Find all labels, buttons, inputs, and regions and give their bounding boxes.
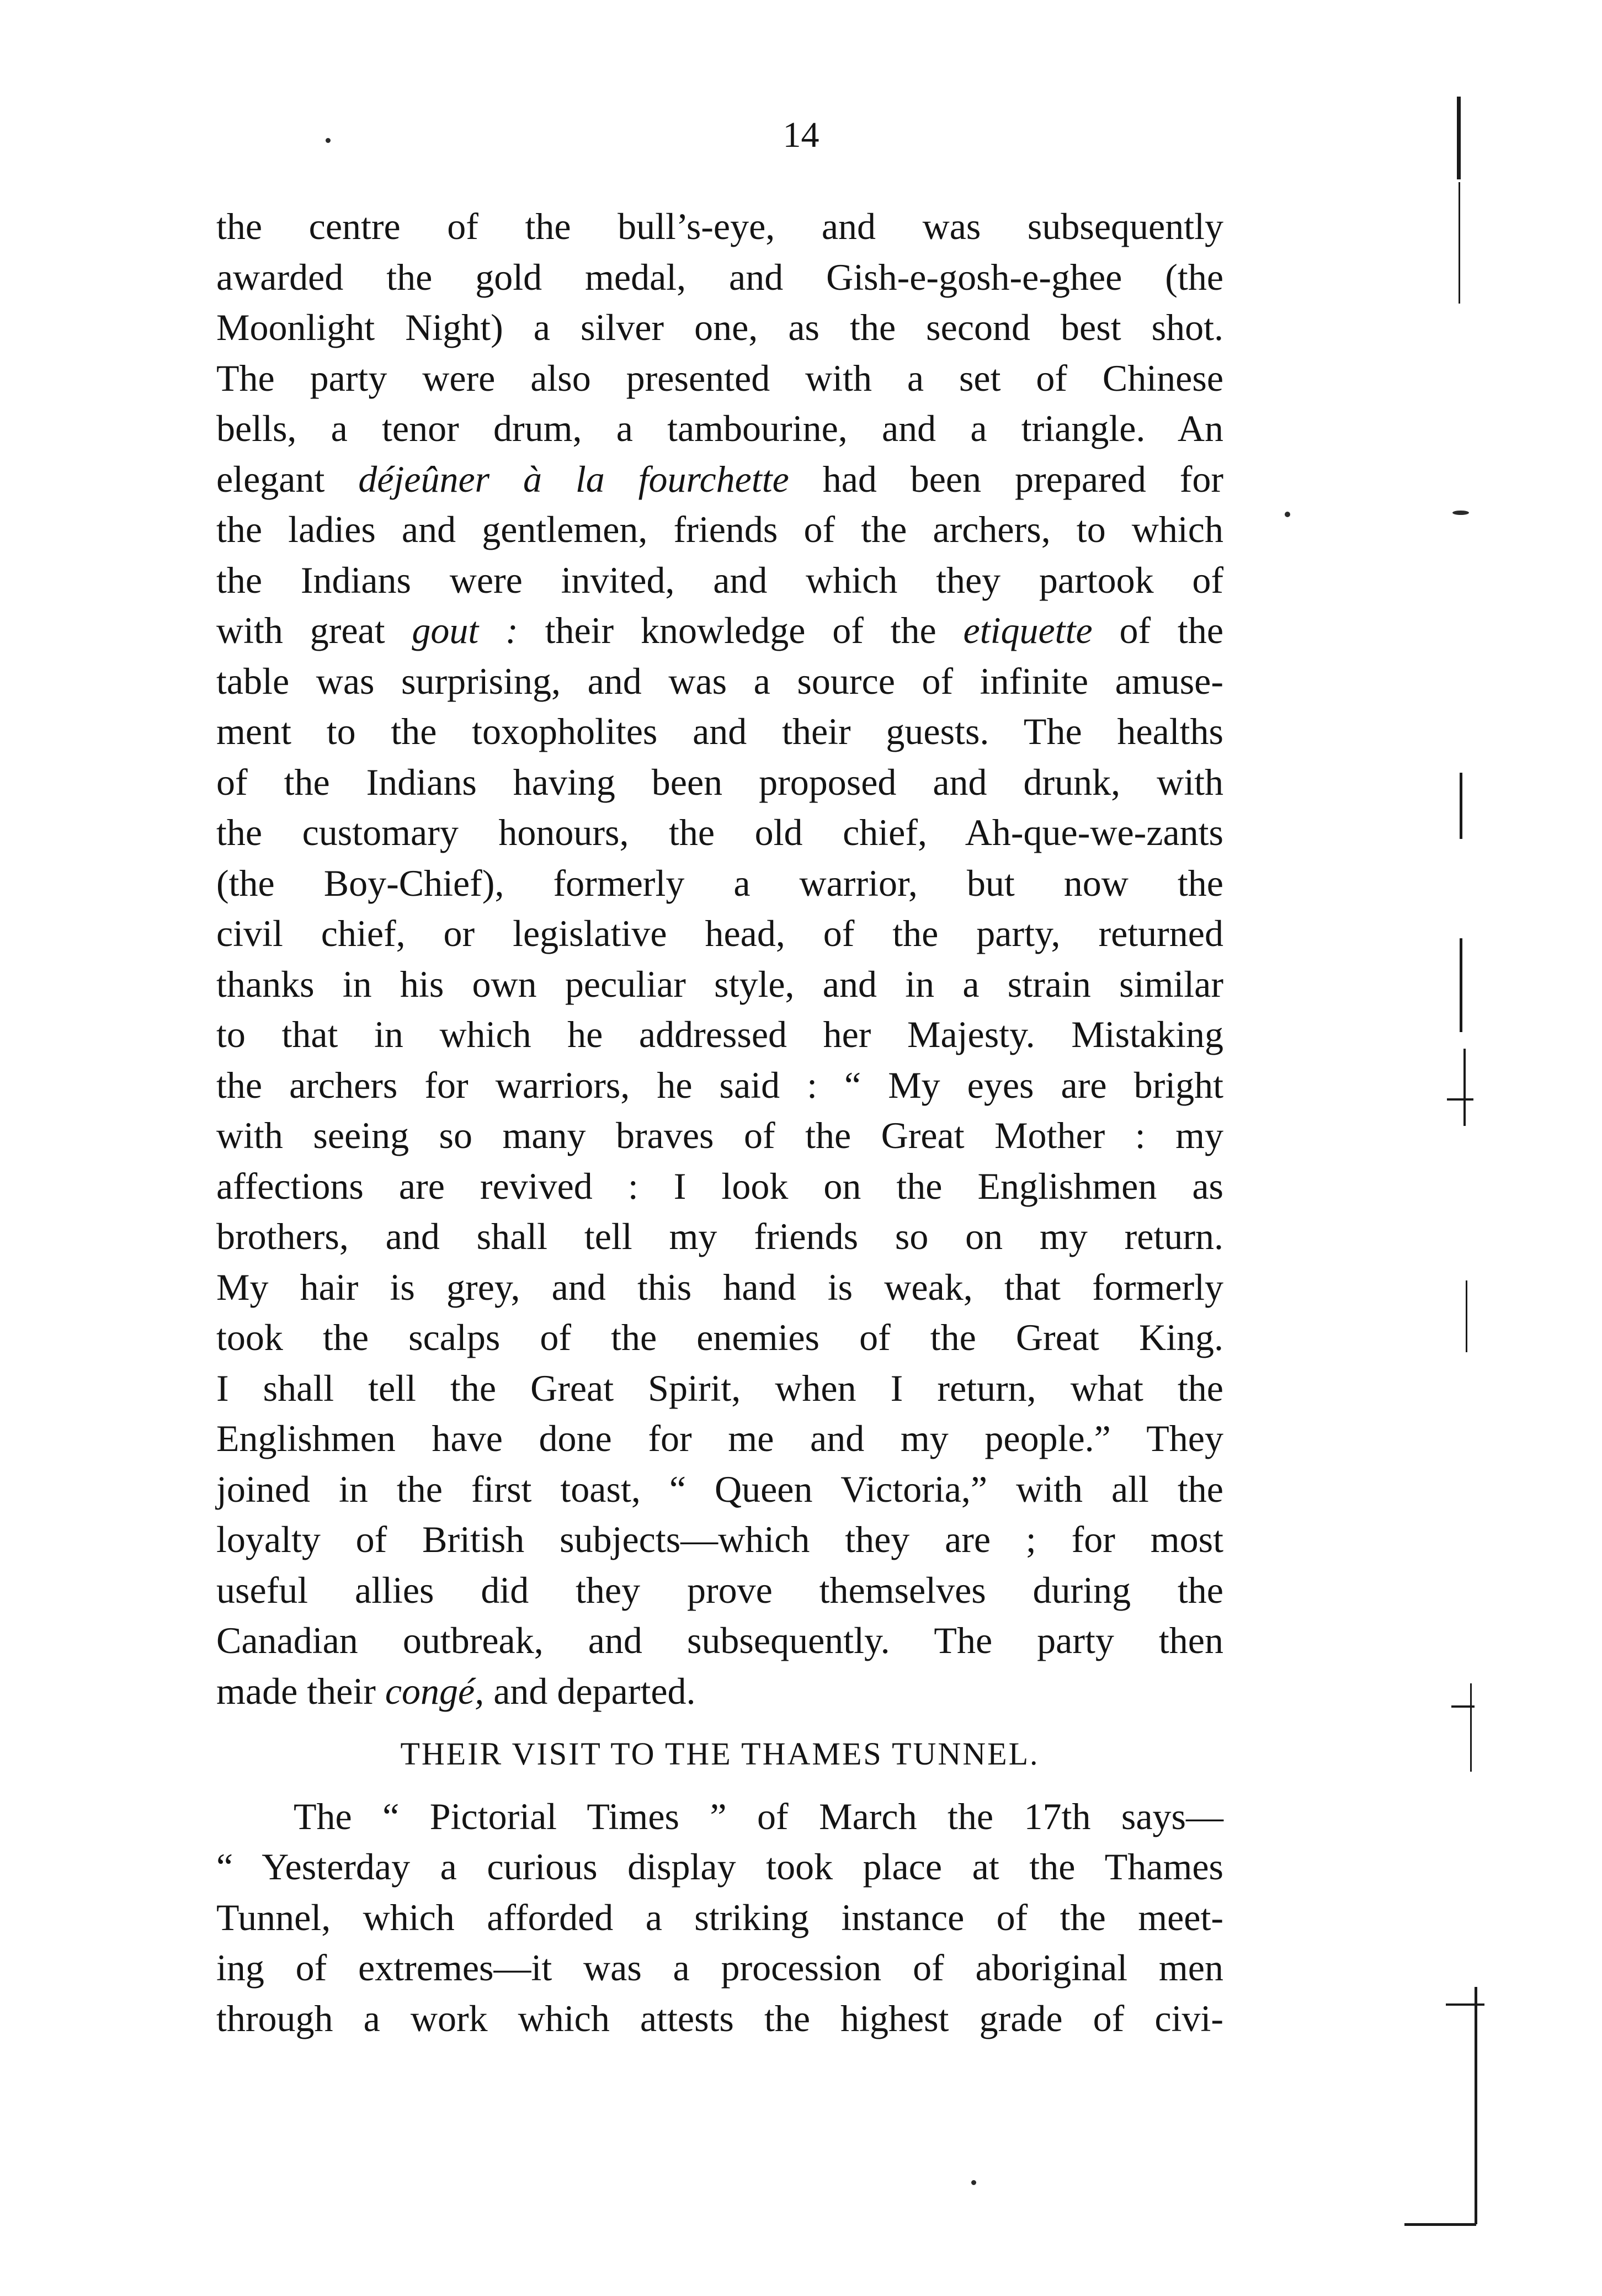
text-line bbox=[216, 807, 1223, 858]
text-line bbox=[216, 1110, 1223, 1161]
italic-text: etiquette bbox=[963, 609, 1093, 651]
text-segment: of the Indians having been proposed and drunk, with bbox=[216, 761, 1223, 803]
text-segment: affections are revived : I look on the Englishmen as bbox=[216, 1165, 1223, 1207]
italic-text: déjeûner à la fourchette bbox=[358, 458, 789, 500]
text-line bbox=[216, 1060, 1223, 1111]
text-line bbox=[216, 908, 1223, 959]
text-segment: through a work which attests the highest grade of civi- bbox=[216, 1997, 1223, 2039]
text-line bbox=[216, 1666, 1223, 1717]
text-segment: ing of extremes—it was a procession of aboriginal men bbox=[216, 1947, 1223, 1989]
scan-edge-mark bbox=[1475, 1987, 1477, 2224]
text-line bbox=[216, 858, 1223, 909]
text-segment: My hair is grey, and this hand is weak, that formerly bbox=[216, 1266, 1223, 1308]
text-line bbox=[216, 1464, 1223, 1515]
scan-edge-mark bbox=[1447, 1098, 1473, 1101]
text-line bbox=[216, 353, 1223, 404]
text-line bbox=[216, 706, 1223, 757]
text-segment: Canadian outbreak, and subsequently. The party then bbox=[216, 1619, 1223, 1661]
text-segment: elegant bbox=[216, 458, 359, 500]
text-segment: had been prepared for bbox=[789, 458, 1223, 500]
text-line bbox=[216, 605, 1223, 656]
text-segment: with great bbox=[216, 609, 412, 651]
scan-edge-mark bbox=[1459, 182, 1460, 304]
text-line bbox=[216, 1363, 1223, 1414]
text-line bbox=[216, 757, 1223, 808]
scan-edge-mark bbox=[1470, 1683, 1472, 1772]
text-segment: ment to the toxopholites and their guests. The healths bbox=[216, 710, 1223, 752]
text-segment: thanks in his own peculiar style, and in a strain similar bbox=[216, 963, 1223, 1005]
scan-edge-mark bbox=[1446, 2003, 1484, 2006]
text-segment: loyalty of British subjects—which they are ; for most bbox=[216, 1518, 1223, 1560]
text-segment: and departed. bbox=[484, 1670, 696, 1712]
text-segment: awarded the gold medal, and Gish-e-gosh-e-ghee (the bbox=[216, 256, 1223, 298]
scan-edge-mark bbox=[1460, 938, 1462, 1032]
page-number: 14 bbox=[783, 115, 819, 155]
text-segment: their knowledge of the bbox=[518, 609, 964, 651]
text-line bbox=[216, 1262, 1223, 1313]
text-line bbox=[216, 1161, 1223, 1212]
text-segment: I shall tell the Great Spirit, when I return, what the bbox=[216, 1367, 1223, 1409]
scan-edge-mark bbox=[1457, 97, 1461, 179]
text-segment: joined in the first toast, “ Queen Victoria,” with all the bbox=[216, 1468, 1223, 1510]
scan-edge-mark bbox=[1404, 2223, 1476, 2226]
italic-text: congé, bbox=[385, 1670, 485, 1712]
paragraph-archery-breakfast bbox=[216, 201, 1223, 1716]
text-segment: Englishmen have done for me and my people.” They bbox=[216, 1417, 1223, 1459]
section-heading: THEIR VISIT TO THE THAMES TUNNEL. bbox=[400, 1736, 1040, 1772]
text-segment: table was surprising, and was a source of infinite amuse- bbox=[216, 660, 1223, 702]
text-line bbox=[216, 656, 1223, 707]
text-segment: with seeing so many braves of the Great Mother : my bbox=[216, 1114, 1223, 1156]
ink-speck bbox=[326, 138, 331, 143]
text-line bbox=[216, 1893, 1223, 1943]
scan-edge-mark bbox=[1451, 1705, 1475, 1708]
text-line bbox=[216, 201, 1223, 252]
text-segment: the ladies and gentlemen, friends of the archers, to which bbox=[216, 508, 1223, 550]
text-segment: the customary honours, the old chief, Ah-que-we-zants bbox=[216, 811, 1223, 853]
text-segment: Moonlight Night) a silver one, as the second best shot. bbox=[216, 306, 1223, 348]
text-segment: (the Boy-Chief), formerly a warrior, but now the bbox=[216, 862, 1223, 904]
text-line bbox=[216, 1994, 1223, 2044]
text-segment: to that in which he addressed her Majesty. Mistaking bbox=[216, 1013, 1223, 1055]
scan-edge-mark bbox=[1463, 1049, 1466, 1126]
italic-text: gout : bbox=[412, 609, 518, 651]
scan-edge-mark bbox=[1460, 773, 1462, 839]
text-segment: “ Yesterday a curious display took place at the Thames bbox=[216, 1846, 1223, 1888]
paragraph-thames-tunnel bbox=[216, 1792, 1223, 2044]
text-line bbox=[216, 252, 1223, 303]
text-line bbox=[216, 959, 1223, 1010]
text-segment: useful allies did they prove themselves during the bbox=[216, 1569, 1223, 1611]
text-line bbox=[216, 1943, 1223, 1994]
scan-edge-mark bbox=[1466, 1280, 1467, 1352]
text-segment: the Indians were invited, and which they partook of bbox=[216, 559, 1223, 601]
text-segment: made their bbox=[216, 1670, 385, 1712]
text-segment: bells, a tenor drum, a tambourine, and a triangle. An bbox=[216, 407, 1223, 449]
text-segment: The party were also presented with a set of Chinese bbox=[216, 357, 1223, 399]
text-segment: of the bbox=[1092, 609, 1223, 651]
text-line bbox=[216, 1312, 1223, 1363]
text-segment: civil chief, or legislative head, of the party, returned bbox=[216, 912, 1223, 954]
text-line bbox=[216, 555, 1223, 606]
ink-speck bbox=[971, 2180, 976, 2185]
text-line bbox=[216, 302, 1223, 353]
text-line bbox=[216, 1842, 1223, 1893]
text-line bbox=[216, 454, 1223, 505]
text-segment: the archers for warriors, he said : “ My eyes are bright bbox=[216, 1064, 1223, 1106]
ink-speck bbox=[1452, 511, 1469, 515]
text-segment: brothers, and shall tell my friends so on my return. bbox=[216, 1215, 1223, 1257]
text-segment: The “ Pictorial Times ” of March the 17th says— bbox=[294, 1795, 1223, 1837]
body-text bbox=[216, 201, 1223, 2044]
text-line bbox=[216, 1413, 1223, 1464]
text-line bbox=[216, 1514, 1223, 1565]
ink-speck bbox=[1285, 512, 1290, 517]
text-segment: the centre of the bull’s-eye, and was subsequently bbox=[216, 205, 1223, 247]
text-line bbox=[216, 504, 1223, 555]
text-line bbox=[216, 1792, 1223, 1842]
text-line bbox=[216, 1615, 1223, 1666]
text-line bbox=[216, 1009, 1223, 1060]
text-line bbox=[216, 403, 1223, 454]
text-line bbox=[216, 1565, 1223, 1616]
text-segment: took the scalps of the enemies of the Great King. bbox=[216, 1316, 1223, 1358]
text-segment: Tunnel, which afforded a striking instance of the meet- bbox=[216, 1896, 1223, 1938]
text-line bbox=[216, 1211, 1223, 1262]
